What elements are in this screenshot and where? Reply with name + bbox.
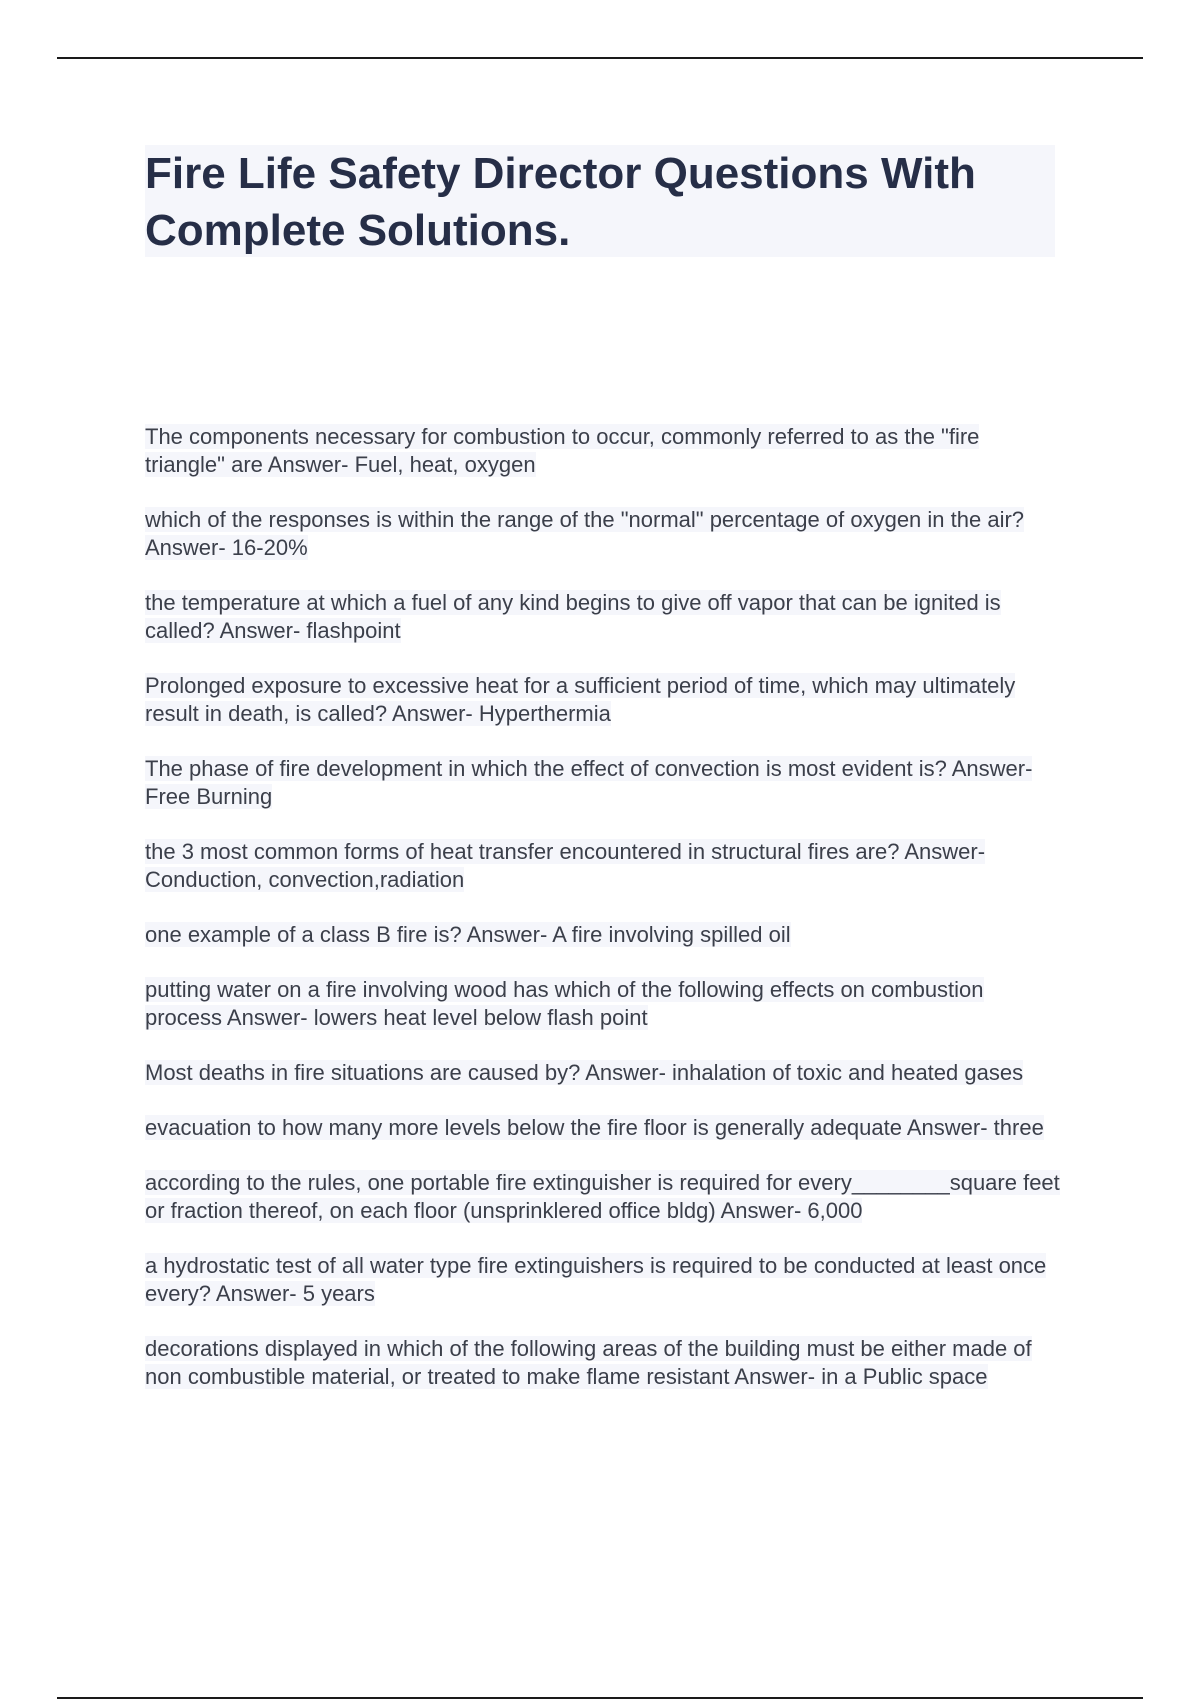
question-text: a hydrostatic test of all water type fire extinguishers is required to be conducted at least once every? Answer- 5 years [145, 1253, 1047, 1306]
top-rule [57, 57, 1143, 59]
question-item [145, 423, 1065, 479]
question-text: which of the responses is within the range of the "normal" percentage of oxygen in the air? Answer- 16-20% [145, 507, 1025, 560]
question-item [145, 589, 1065, 645]
question-item [145, 976, 1065, 1032]
question-item [145, 755, 1065, 811]
question-text: The phase of fire development in which the effect of convection is most evident is? Answer- Free Burning [145, 756, 1033, 809]
question-item [145, 506, 1065, 562]
bottom-rule [57, 1697, 1143, 1699]
question-item [145, 1335, 1065, 1391]
question-item [145, 1059, 1065, 1087]
question-text: evacuation to how many more levels below the fire floor is generally adequate Answer- three [145, 1115, 1044, 1140]
question-item [145, 672, 1065, 728]
question-text: decorations displayed in which of the following areas of the building must be either made of non combustible material, or treated to make flame resistant Answer- in a Public space [145, 1336, 1032, 1389]
question-item [145, 1252, 1065, 1308]
question-text: the 3 most common forms of heat transfer encountered in structural fires are? Answer- Conduction, convection,radiation [145, 839, 986, 892]
question-text: the temperature at which a fuel of any kind begins to give off vapor that can be ignited is called? Answer- flashpoint [145, 590, 1001, 643]
question-item [145, 921, 1065, 949]
question-item [145, 838, 1065, 894]
document-title: Fire Life Safety Director Questions With Complete Solutions. [145, 149, 976, 255]
question-text: according to the rules, one portable fire extinguisher is required for every________square feet or fraction thereof, on each floor (unsprinklered office bldg) Answer- 6,000 [145, 1170, 1060, 1223]
question-text: Prolonged exposure to excessive heat for a sufficient period of time, which may ultimately result in death, is called? Answer- Hyperthermia [145, 673, 1016, 726]
question-text: Most deaths in fire situations are caused by? Answer- inhalation of toxic and heated gases [145, 1060, 1024, 1085]
question-text: putting water on a fire involving wood has which of the following effects on combustion process Answer- lowers heat level below flash point [145, 977, 984, 1030]
question-item [145, 1114, 1065, 1142]
question-text: one example of a class B fire is? Answer- A fire involving spilled oil [145, 922, 791, 947]
title-block [145, 145, 1055, 257]
question-text: The components necessary for combustion to occur, commonly referred to as the "fire triangle" are Answer- Fuel, heat, oxygen [145, 424, 980, 477]
question-list [145, 423, 1065, 1418]
question-item [145, 1169, 1065, 1225]
